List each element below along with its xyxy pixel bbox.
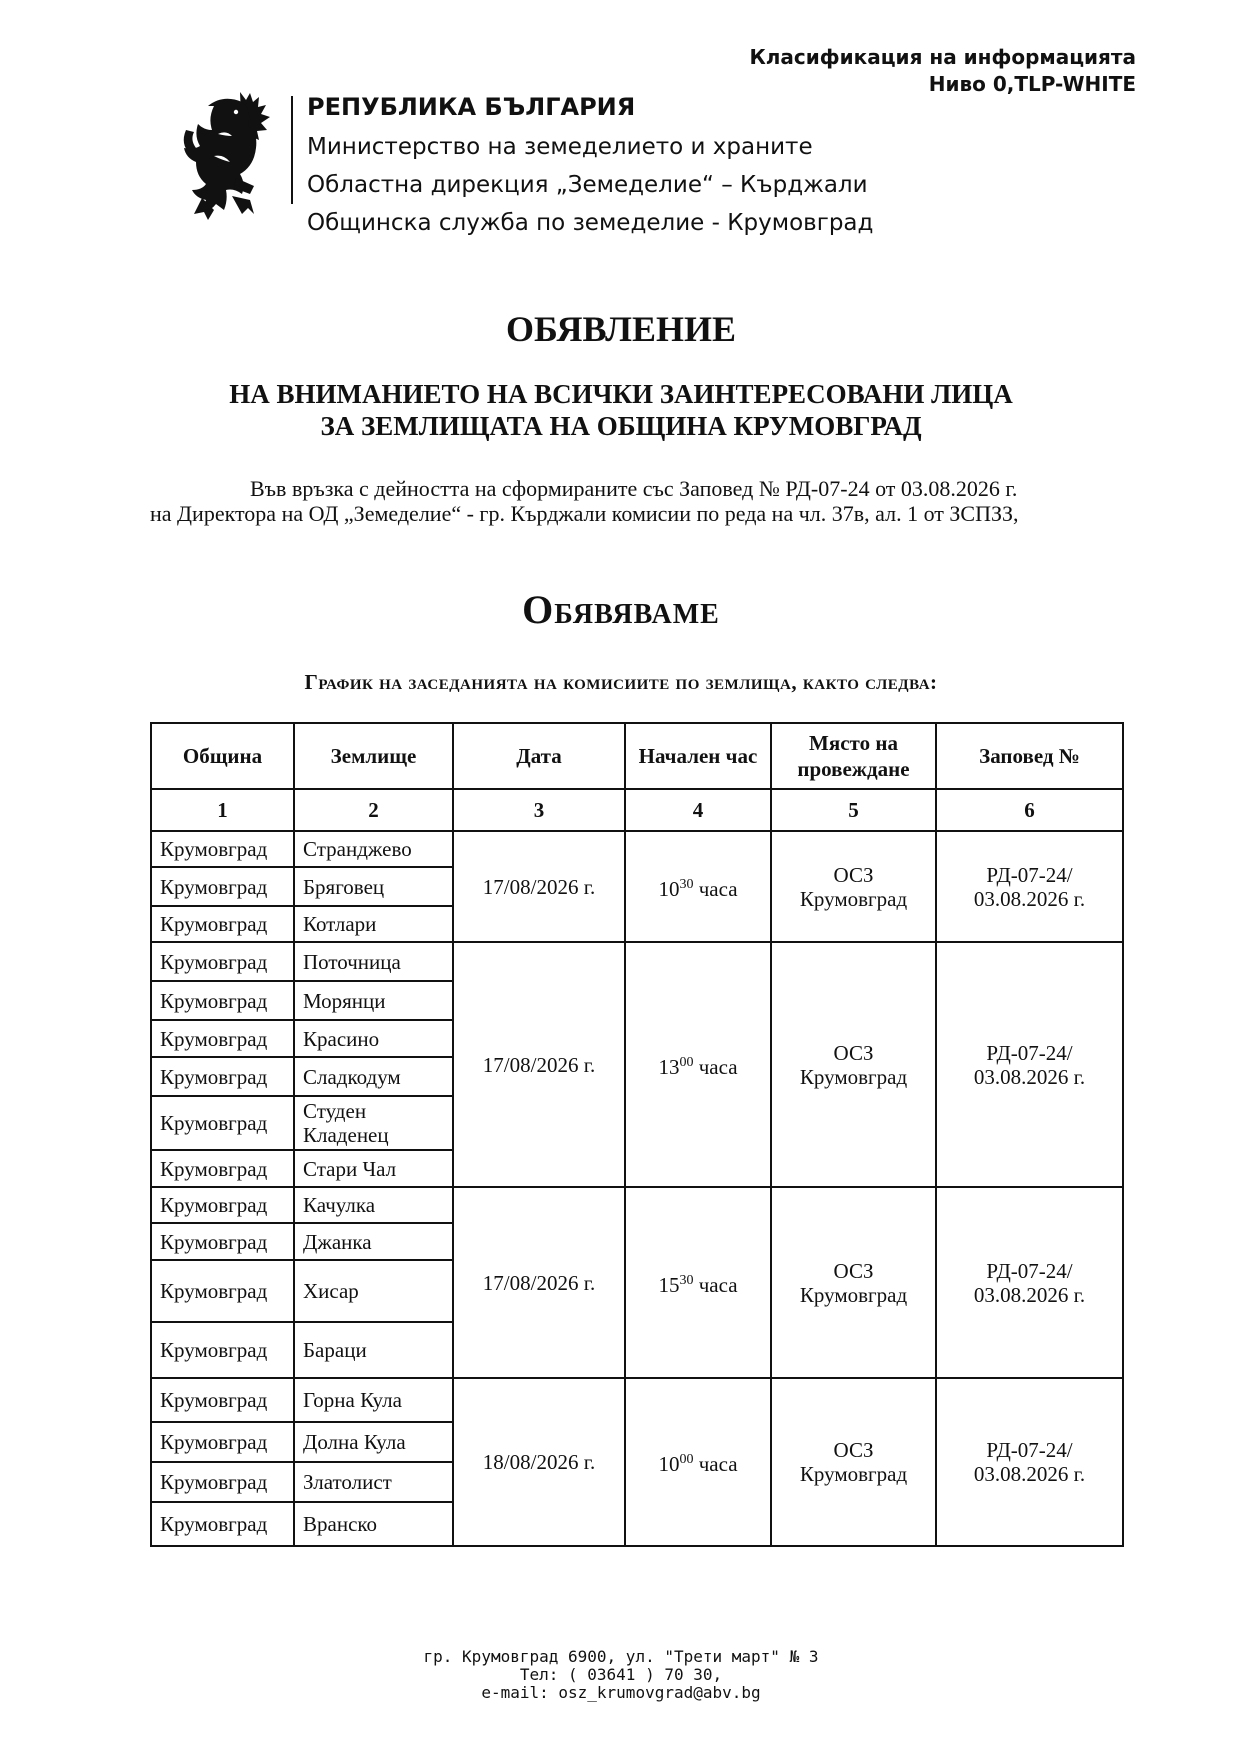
land-cell: Странджево — [294, 831, 453, 867]
document-subtitle — [0, 378, 1242, 442]
place-line-1: ОСЗ — [833, 862, 874, 887]
land-cell: Хисар — [294, 1260, 453, 1322]
order-line-1: РД-07-24/ — [986, 1258, 1073, 1283]
hour-value: 10 — [658, 1452, 680, 1476]
municipality-cell: Крумовград — [151, 1057, 294, 1096]
start-time-cell — [625, 831, 771, 942]
place-cell — [771, 831, 936, 942]
order-line-2: 03.08.2026 г. — [973, 1282, 1086, 1307]
column-number: 6 — [936, 789, 1123, 831]
date-cell: 18/08/2026 г. — [453, 1378, 625, 1546]
land-cell: Морянци — [294, 981, 453, 1020]
land-cell: Студен Кладенец — [294, 1096, 453, 1150]
minutes-value: 00 — [679, 1452, 694, 1467]
municipality-cell: Крумовград — [151, 906, 294, 942]
column-header: Землище — [294, 723, 453, 789]
order-line-2: 03.08.2026 г. — [973, 1462, 1086, 1486]
date-cell: 17/08/2026 г. — [453, 942, 625, 1187]
hour-unit: часа — [698, 1272, 738, 1297]
hour-unit: часа — [698, 876, 738, 901]
land-cell: Стари Чал — [294, 1150, 453, 1187]
land-cell: Долна Кула — [294, 1422, 453, 1462]
document-title: ОБЯВЛЕНИЕ — [505, 309, 737, 349]
place-line-1: ОСЗ — [833, 1258, 874, 1283]
directorate-name: Областна дирекция „Земеделие“ – Кърджали — [307, 172, 868, 198]
hour-value: 10 — [658, 876, 680, 901]
subtitle-line-2: ЗА ЗЕМЛИЩАТА НА ОБЩИНА КРУМОВГРАД — [320, 411, 922, 441]
announce-heading: Обявяваме — [522, 587, 720, 632]
table-header-row — [151, 723, 1123, 789]
municipality-cell: Крумовград — [151, 1378, 294, 1422]
hour-unit: часа — [698, 1452, 738, 1476]
place-line-1: ОСЗ — [833, 1438, 874, 1462]
land-cell: Красино — [294, 1020, 453, 1057]
place-line-2: Крумовград — [799, 1064, 908, 1089]
minutes-value: 00 — [679, 1054, 694, 1070]
municipality-cell: Крумовград — [151, 867, 294, 906]
start-time-cell — [625, 1187, 771, 1378]
municipality-cell: Крумовград — [151, 942, 294, 981]
hour-value: 15 — [658, 1272, 680, 1297]
start-time-cell — [625, 1378, 771, 1546]
order-line-1: РД-07-24/ — [986, 1438, 1073, 1462]
classification-label: Класификация на информацията — [749, 45, 1136, 69]
place-cell — [771, 1187, 936, 1378]
column-number: 2 — [294, 789, 453, 831]
municipality-cell: Крумовград — [151, 1260, 294, 1322]
municipality-cell: Крумовград — [151, 1187, 294, 1223]
land-cell: Бряговец — [294, 867, 453, 906]
municipality-cell: Крумовград — [151, 1502, 294, 1546]
municipality-cell: Крумовград — [151, 1096, 294, 1150]
place-cell — [771, 1378, 936, 1546]
land-cell: Джанка — [294, 1223, 453, 1260]
ministry-name: Министерство на земеделието и храните — [307, 134, 813, 160]
land-cell: Сладкодум — [294, 1057, 453, 1096]
table-row — [151, 1378, 1123, 1422]
date-cell: 17/08/2026 г. — [453, 831, 625, 942]
country-name: РЕПУБЛИКА БЪЛГАРИЯ — [307, 93, 636, 121]
land-cell: Качулка — [294, 1187, 453, 1223]
schedule-heading: График на заседанията на комисиите по землища, както следва: — [304, 670, 938, 694]
place-line-2: Крумовград — [799, 1462, 908, 1486]
start-time-cell — [625, 942, 771, 1187]
date-cell: 17/08/2026 г. — [453, 1187, 625, 1378]
table-number-row — [151, 789, 1123, 831]
land-cell: Горна Кула — [294, 1378, 453, 1422]
municipality-cell: Крумовград — [151, 1150, 294, 1187]
order-line-1: РД-07-24/ — [986, 862, 1073, 887]
office-name: Общинска служба по земеделие - Крумовград — [307, 210, 874, 236]
classification-level: Ниво 0,TLP-WHITE — [928, 72, 1136, 96]
intro-paragraph — [150, 476, 1120, 526]
municipality-cell: Крумовград — [151, 981, 294, 1020]
letterhead — [307, 88, 873, 242]
land-cell: Котлари — [294, 906, 453, 942]
table-body — [151, 831, 1123, 1546]
municipality-cell: Крумовград — [151, 1223, 294, 1260]
land-cell: Поточница — [294, 942, 453, 981]
intro-line-2: на Директора на ОД „Земеделие“ - гр. Кърджали комисии по реда на чл. 37в, ал. 1 от ЗСПЗЗ, — [150, 501, 1019, 526]
column-header: Община — [151, 723, 294, 789]
land-cell: Бараци — [294, 1322, 453, 1378]
order-cell — [936, 1187, 1123, 1378]
column-header: Начален час — [625, 723, 771, 789]
minutes-value: 30 — [679, 876, 694, 892]
order-line-2: 03.08.2026 г. — [973, 1064, 1086, 1089]
order-line-1: РД-07-24/ — [986, 1040, 1073, 1065]
municipality-cell: Крумовград — [151, 831, 294, 867]
column-header: Заповед № — [936, 723, 1123, 789]
column-number: 5 — [771, 789, 936, 831]
municipality-cell: Крумовград — [151, 1422, 294, 1462]
land-cell: Вранско — [294, 1502, 453, 1546]
column-number: 1 — [151, 789, 294, 831]
intro-line-1: Във връзка с дейността на сформираните със Заповед № РД-07-24 от 03.08.2026 г. — [250, 476, 1018, 501]
place-cell — [771, 942, 936, 1187]
letterhead-divider — [291, 96, 293, 204]
column-number: 4 — [625, 789, 771, 831]
order-line-2: 03.08.2026 г. — [973, 886, 1086, 911]
column-number: 3 — [453, 789, 625, 831]
municipality-cell: Крумовград — [151, 1322, 294, 1378]
place-line-1: ОСЗ — [833, 1040, 874, 1065]
schedule-table — [150, 722, 1124, 1547]
footer-email: e-mail: osz_krumovgrad@abv.bg — [481, 1683, 761, 1702]
footer-contacts — [0, 1648, 1242, 1702]
column-header: Място на провеждане — [771, 723, 936, 789]
municipality-cell: Крумовград — [151, 1462, 294, 1502]
minutes-value: 30 — [679, 1272, 694, 1288]
table-row — [151, 831, 1123, 867]
order-cell — [936, 831, 1123, 942]
hour-unit: часа — [698, 1054, 738, 1079]
place-line-2: Крумовград — [799, 886, 908, 911]
table-row — [151, 1187, 1123, 1223]
coat-of-arms-lion-icon — [178, 86, 278, 226]
order-cell — [936, 942, 1123, 1187]
hour-value: 13 — [658, 1054, 680, 1079]
column-header: Дата — [453, 723, 625, 789]
municipality-cell: Крумовград — [151, 1020, 294, 1057]
footer-address: гр. Крумовград 6900, ул. "Трети март" № 3 — [423, 1647, 819, 1666]
land-cell: Златолист — [294, 1462, 453, 1502]
order-cell — [936, 1378, 1123, 1546]
place-line-2: Крумовград — [799, 1282, 908, 1307]
footer-phone: Тел: ( 03641 ) 70 30, — [519, 1665, 723, 1684]
table-row — [151, 942, 1123, 981]
subtitle-line-1: НА ВНИМАНИЕТО НА ВСИЧКИ ЗАИНТЕРЕСОВАНИ ЛИЦА — [229, 379, 1013, 409]
